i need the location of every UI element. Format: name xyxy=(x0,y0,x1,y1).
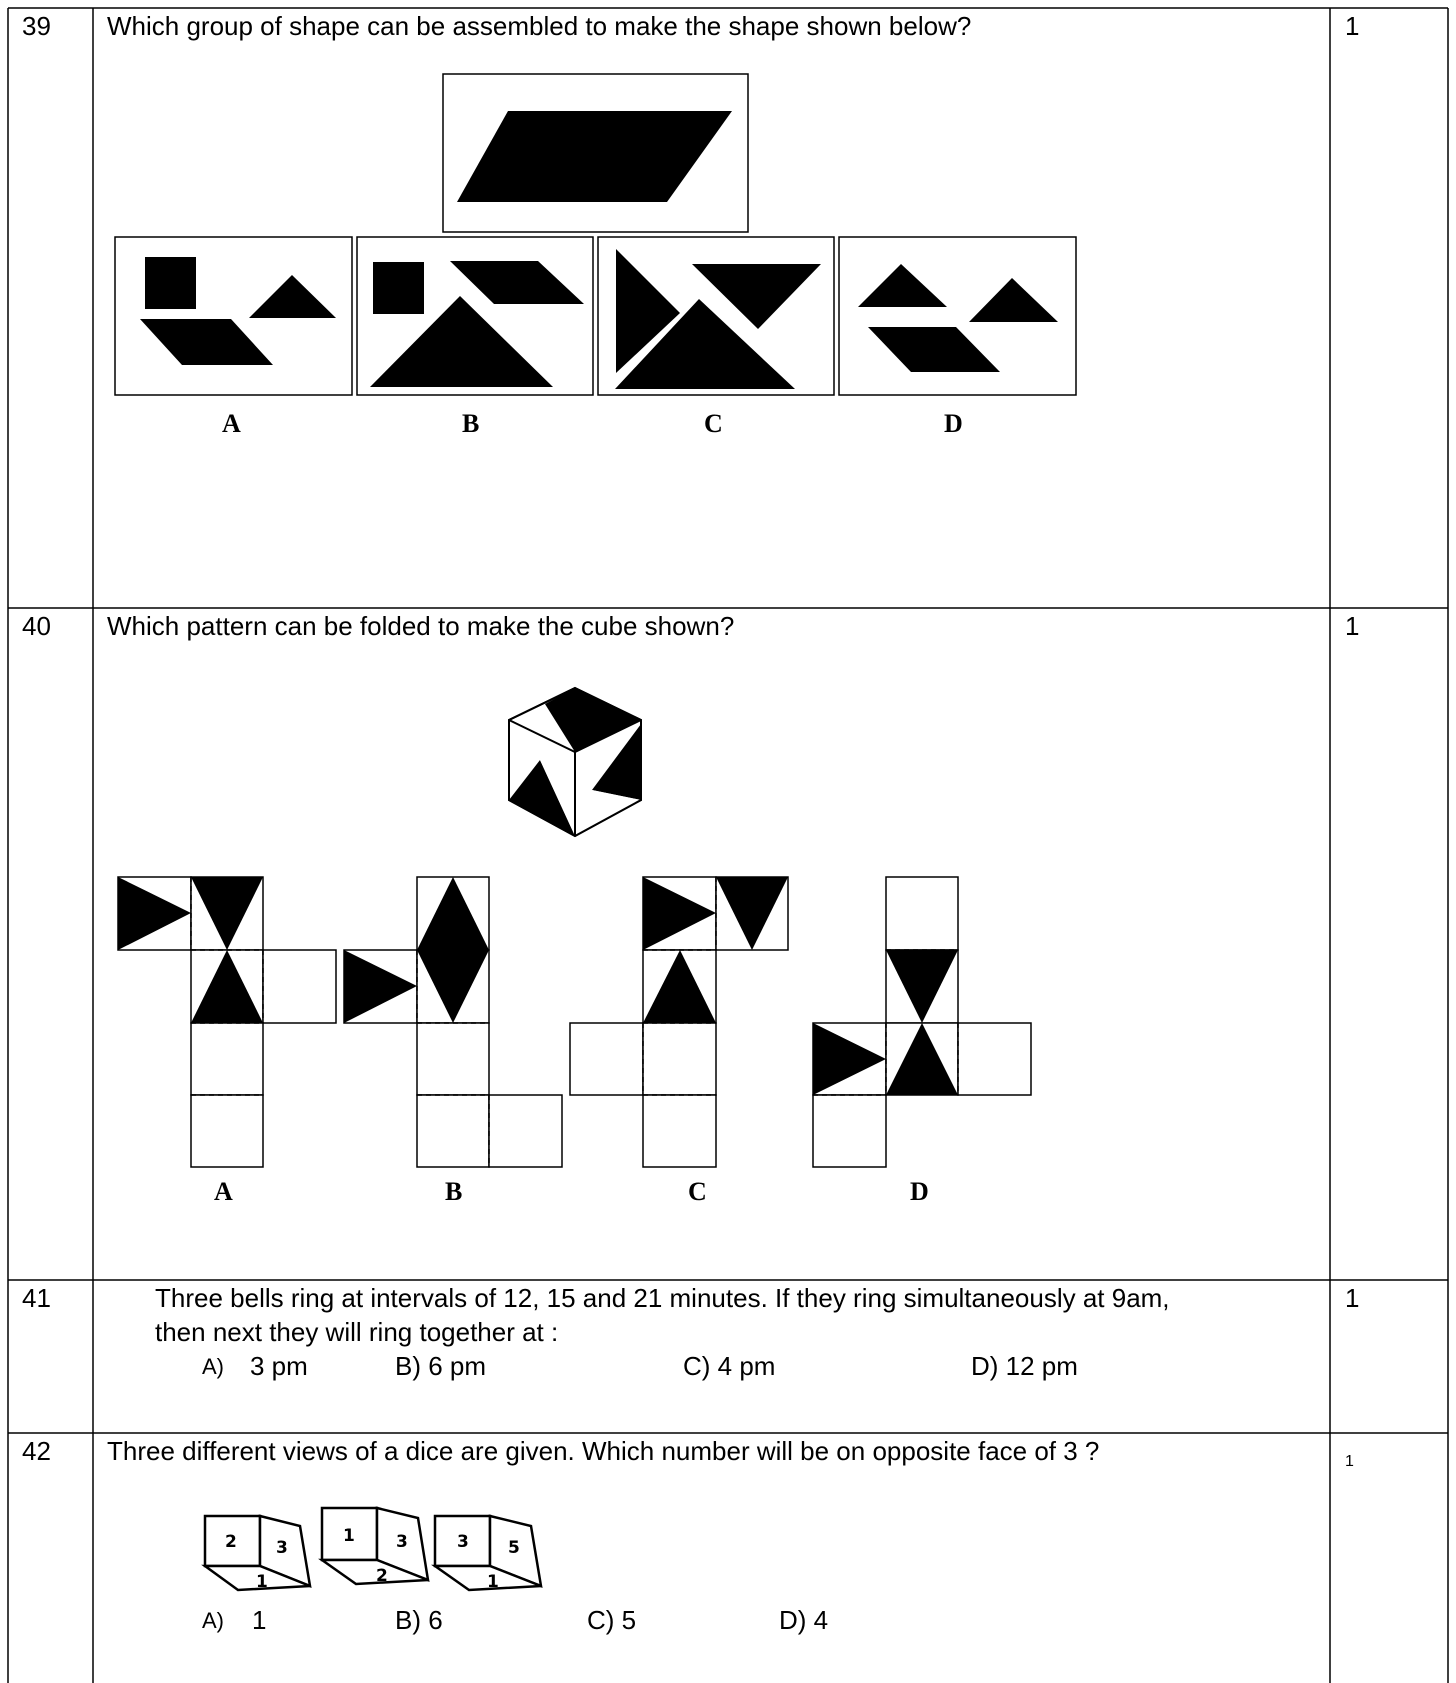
q41-option-a-prefix: A) xyxy=(202,1354,224,1379)
q42-dice-2-left: 1 xyxy=(343,1526,355,1546)
q42-dice-3-right: 5 xyxy=(508,1538,520,1558)
q40-label-d: D xyxy=(910,1177,929,1206)
q41-option-a: 3 pm xyxy=(250,1351,308,1381)
q42-option-b: B) 6 xyxy=(395,1605,443,1635)
q39-text: Which group of shape can be assembled to make the shape shown below? xyxy=(107,11,972,41)
q41-option-d: D) 12 pm xyxy=(971,1351,1078,1381)
q40-label-a: A xyxy=(214,1177,233,1206)
q41-number: 41 xyxy=(22,1283,51,1313)
q42-marks: 1 xyxy=(1345,1453,1354,1470)
q39-label-b: B xyxy=(462,409,480,438)
q41-text-line2: then next they will ring together at : xyxy=(155,1317,559,1347)
q42-option-d: D) 4 xyxy=(779,1605,829,1635)
q39-label-d: D xyxy=(944,409,963,438)
q42-dice-1-left: 2 xyxy=(225,1532,237,1552)
q42-option-a-prefix: A) xyxy=(202,1608,224,1633)
q41-marks: 1 xyxy=(1345,1283,1360,1313)
q42-dice-1-right: 3 xyxy=(276,1538,288,1558)
q39-label-c: C xyxy=(704,409,723,438)
q40-label-b: B xyxy=(445,1177,463,1206)
q42-dice-3-left: 3 xyxy=(457,1532,469,1552)
q42-dice-2-bottom: 2 xyxy=(376,1566,388,1586)
q42-dice-2 xyxy=(322,1508,428,1584)
q42-dice-1-bottom: 1 xyxy=(256,1572,268,1592)
q39-marks: 1 xyxy=(1345,11,1360,41)
q42-dice-2-right: 3 xyxy=(396,1532,408,1552)
q41-option-b: B) 6 pm xyxy=(395,1351,487,1381)
q42-number: 42 xyxy=(22,1436,51,1466)
q42-option-a: 1 xyxy=(252,1605,267,1635)
q41-option-c: C) 4 pm xyxy=(683,1351,776,1381)
q42-text: Three different views of a dice are given. Which number will be on opposite face of 3 ? xyxy=(107,1436,1100,1466)
q42-dice-3-bottom: 1 xyxy=(487,1572,499,1592)
q40-marks: 1 xyxy=(1345,611,1360,641)
q40-text: Which pattern can be folded to make the cube shown? xyxy=(107,611,735,641)
q41-text-line1: Three bells ring at intervals of 12, 15 and 21 minutes. If they ring simultaneously at 9am, xyxy=(155,1283,1170,1313)
q40-label-c: C xyxy=(688,1177,707,1206)
q40-number: 40 xyxy=(22,611,51,641)
q39-number: 39 xyxy=(22,11,51,41)
q42-option-c: C) 5 xyxy=(587,1605,637,1635)
q39-label-a: A xyxy=(222,409,241,438)
